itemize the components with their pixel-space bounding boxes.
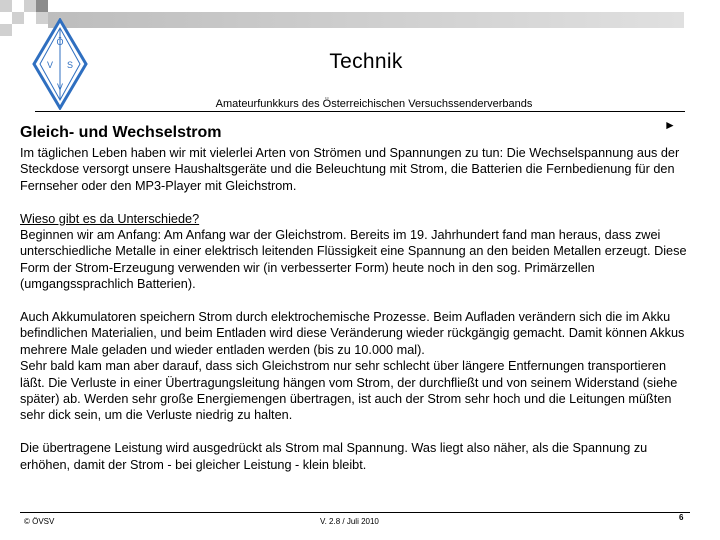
svg-text:V: V [46, 60, 54, 70]
svg-text:S: S [66, 60, 74, 70]
paragraph-history [20, 211, 692, 293]
svg-text:V: V [56, 82, 64, 92]
paragraph-accumulators [20, 309, 692, 424]
question-text: Wieso gibt es da Unterschiede? [20, 211, 200, 226]
footer-divider [20, 512, 690, 513]
transmission-text: Sehr bald kam man aber darauf, dass sich Gleichstrom nur sehr schlecht über längere Entfernungen transportieren läßt. Die Verluste in einer Übertragungsleitung hängen vom Strom, der durchfließt und von seinem Widerstand (siehe später) ab. Werden sehr große Energiemengen übertragen, ist auch der Strom sehr hoch und die Leitungen müßten sehr dick sein, um die Verluste niedrig zu halten. [20, 359, 678, 423]
paragraph-intro: Im täglichen Leben haben wir mit vielerlei Arten von Strömen und Spannungen zu tun: Die Wechselspannung aus der Steckdose versorgt unsere Haushaltsgeräte und die Beleuchtung mit Strom, die Batterien die Fernbedienung für den Fernseher oder den MP3-Player mit Gleichstrom. [20, 146, 680, 193]
accumulator-text: Auch Akkumulatoren speichern Strom durch elektrochemische Prozesse. Beim Aufladen verändern sich die im Akku befindlichen Materialien, und beim Entladen wird diese Veränderung wieder rückgängig gemacht. Damit können Akkus mehrere Male geladen und wieder entladen werden (bis zu 10.000 mal). [20, 310, 685, 357]
slide-body [20, 145, 692, 473]
page-subtitle: Amateurfunkkurs des Österreichischen Versuchssenderverbands [215, 98, 533, 110]
play-arrow-icon[interactable]: ► [664, 118, 676, 132]
paragraph-power: Die übertragene Leistung wird ausgedrückt als Strom mal Spannung. Was liegt also näher, als die Spannung zu erhöhen, damit der Strom - bei gleicher Leistung - klein bleibt. [20, 441, 648, 472]
header-divider [35, 111, 685, 112]
footer-version: V. 2.8 / Juli 2010 [320, 517, 379, 526]
slide-heading: Gleich- und Wechselstrom [20, 124, 222, 141]
history-text: Beginnen wir am Anfang: Am Anfang war der Gleichstrom. Bereits im 19. Jahrhundert fand man heraus, dass zwei unterschiedliche Metalle in einer elektrisch leitenden Flüssigkeit eine Spannung an den beiden Metallen erzeugt. Diese Form der Strom-Erzeugung verwenden wir (in verbesserter Form) heute noch in den sog. Primärzellen (umgangssprachlich Batterien). [20, 228, 687, 292]
svg-text:Ö: Ö [56, 37, 64, 47]
header-squares-decoration [0, 0, 720, 40]
page-number: 6 [679, 513, 684, 522]
page-title: Technik [329, 50, 403, 73]
footer-copyright: © ÖVSV [24, 517, 55, 526]
